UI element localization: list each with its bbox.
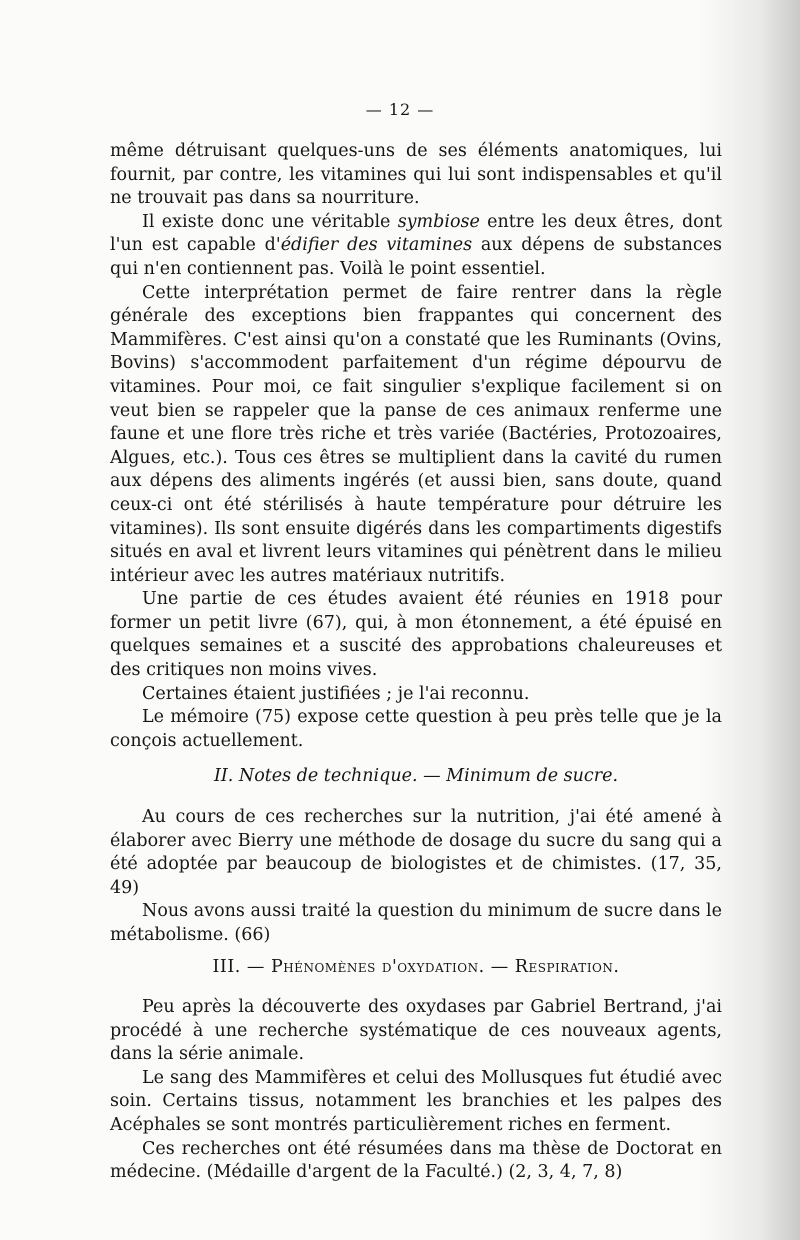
section2-body <box>110 806 722 948</box>
paragraph: Certaines étaient justifiées ; je l'ai reconnu. <box>142 683 530 704</box>
section-heading: III. — Phénomènes d'oxydation. — Respiration. <box>212 957 620 977</box>
section3-body <box>110 996 722 1185</box>
paragraph <box>110 211 722 282</box>
paragraph: même détruisant quelques-uns de ses éléments anatomiques, lui fournit, par contre, les vitamines qui lui sont indispensables et qu'il ne trouvait pas dans sa nourriture. <box>110 141 722 209</box>
section1-body <box>110 140 722 753</box>
paragraph: Ces recherches ont été résumées dans ma thèse de Doctorat en médecine. (Médaille d'argent de la Faculté.) (2, 3, 4, 7, 8) <box>110 1138 722 1183</box>
paragraph: Une partie de ces études avaient été réunies en 1918 pour former un petit livre (67), qui, à mon étonnement, a été épuisé en quelques semaines et a suscité des approbations chaleureuses et des critiques non moins vives. <box>110 589 722 681</box>
emphasis-vitamines: édifier des vitamines <box>280 235 473 256</box>
paragraph: Nous avons aussi traité la question du minimum de sucre dans le métabolisme. (66) <box>110 901 722 945</box>
paragraph: Le sang des Mammifères et celui des Mollusques fut étudié avec soin. Certains tissus, notamment les branchies et les palpes des Acéphales se sont montrés particulièrement riches en ferment. <box>110 1067 722 1135</box>
section-heading: II. Notes de technique. — Minimum de sucre. <box>213 766 619 786</box>
paragraph: Cette interprétation permet de faire rentrer dans la règle générale des exceptions bien frappantes qui concernent des Mammifères. C'est ainsi qu'on a constaté que les Ruminants (Ovins, Bovins) s'accommodent parfaitement d'un régime dépourvu de vitamines. Pour moi, ce fait singulier s'explique facilement si on veut bien se rappeler que la panse de ces animaux renferme une faune et une flore très riche et très variée (Bactéries, Protozoaires, Algues, etc.). Tous ces êtres se multiplient dans la cavité du rumen aux dépens des aliments ingérés (et aussi bien, sans doute, quand ceux-ci ont été stérilisés à haute température pour détruire les vitamines). Ils sont ensuite digérés dans les compartiments digestifs situés en aval et livrent leurs vitamines qui pénètrent dans le milieu intérieur avec les autres matériaux nutritifs. <box>110 282 722 586</box>
text-run: aux dépens de substances qui n'en contiennent pas. Voilà le point essentiel. <box>110 235 722 279</box>
paragraph: Au cours de ces recherches sur la nutrition, j'ai été amené à élaborer avec Bierry une méthode de dosage du sucre du sang qui a été adoptée par beaucoup de biologistes et de chimistes. (17, 35, 49) <box>110 807 722 898</box>
text-run: Il existe donc une véritable <box>142 211 398 232</box>
page-number: — 12 — <box>365 100 435 119</box>
paragraph: Peu après la découverte des oxydases par Gabriel Bertrand, j'ai procédé à une recherche systématique de ces nouveaux agents, dans la série animale. <box>110 997 722 1065</box>
emphasis-symbiose: symbiose <box>397 211 480 232</box>
text-run: entre les deux êtres, dont l'un est capable d' <box>110 211 722 256</box>
paragraph: Le mémoire (75) expose cette question à peu près telle que je la conçois actuellement. <box>110 707 722 751</box>
